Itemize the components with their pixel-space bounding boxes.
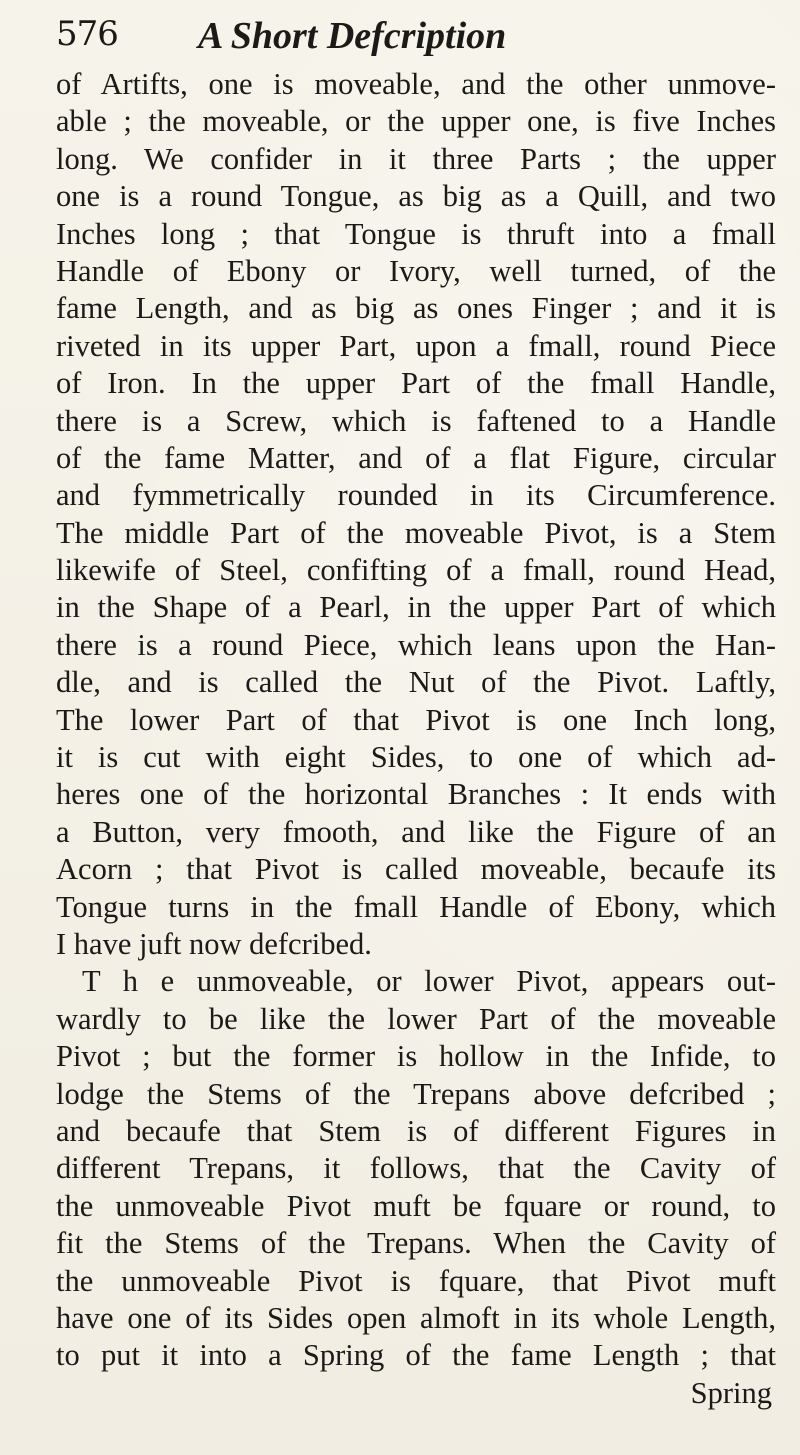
text-line: Tongue turns in the fmall Handle of Ebony, which: [56, 889, 776, 924]
page-header: [56, 14, 756, 64]
page-number: 576: [56, 14, 118, 54]
text-line: Handle of Ebony or Ivory, well turned, of the: [56, 253, 776, 288]
text-line: Inches long ; that Tongue is thruft into a fmall: [56, 216, 776, 251]
text-line: of Iron. In the upper Part of the fmall Handle,: [56, 366, 776, 401]
text-line: the unmoveable Pivot is fquare, that Pivot muft: [56, 1263, 776, 1298]
text-line: The middle Part of the moveable Pivot, is a Stem: [56, 515, 776, 550]
text-line: wardly to be like the lower Part of the moveable: [56, 1001, 776, 1036]
text-line: likewife of Steel, confifting of a fmall, round Head,: [56, 553, 776, 588]
text-line: fame Length, and as big as ones Finger ; and it is: [56, 291, 776, 326]
text-line: The lower Part of that Pivot is one Inch long,: [56, 702, 776, 737]
text-line: lodge the Stems of the Trepans above defcribed ;: [56, 1076, 776, 1111]
text-line: I have juft now defcribed.: [56, 926, 372, 961]
text-line: of the fame Matter, and of a flat Figure, circular: [56, 440, 776, 475]
catchword: Spring: [690, 1375, 772, 1410]
text-line: there is a Screw, which is faftened to a Handle: [56, 403, 776, 438]
text-line: able ; the moveable, or the upper one, is five Inches: [56, 104, 776, 139]
text-line: T h e unmoveable, or lower Pivot, appears out-: [82, 964, 776, 999]
text-line: heres one of the horizontal Branches : It ends with: [56, 777, 776, 812]
text-line: long. We confider in it three Parts ; the upper: [56, 141, 776, 176]
text-line: riveted in its upper Part, upon a fmall, round Piece: [56, 328, 776, 363]
text-line: different Trepans, it follows, that the Cavity of: [56, 1151, 776, 1186]
text-line: and fymmetrically rounded in its Circumference.: [56, 478, 776, 513]
text-line: Pivot ; but the former is hollow in the Infide, to: [56, 1039, 776, 1074]
text-line: fit the Stems of the Trepans. When the Cavity of: [56, 1226, 776, 1261]
running-title: A Short Defcription: [198, 15, 507, 57]
text-line: of Artifts, one is moveable, and the other unmove-: [56, 67, 776, 101]
text-line: dle, and is called the Nut of the Pivot. Laftly,: [56, 665, 776, 700]
text-line: it is cut with eight Sides, to one of which ad-: [56, 740, 776, 775]
text-line: there is a round Piece, which leans upon the Han-: [56, 627, 776, 662]
text-line: have one of its Sides open almoft in its whole Length,: [56, 1300, 776, 1335]
text-line: a Button, very fmooth, and like the Figure of an: [56, 814, 776, 849]
text-line: the unmoveable Pivot muft be fquare or round, to: [56, 1188, 776, 1223]
text-line: Acorn ; that Pivot is called moveable, becaufe its: [56, 852, 776, 887]
text-line: and becaufe that Stem is of different Figures in: [56, 1113, 776, 1148]
body-text: [56, 66, 776, 1412]
text-line: one is a round Tongue, as big as a Quill, and two: [56, 179, 776, 214]
text-line: in the Shape of a Pearl, in the upper Part of which: [56, 590, 776, 625]
text-line: to put it into a Spring of the fame Length ; that: [56, 1338, 776, 1373]
